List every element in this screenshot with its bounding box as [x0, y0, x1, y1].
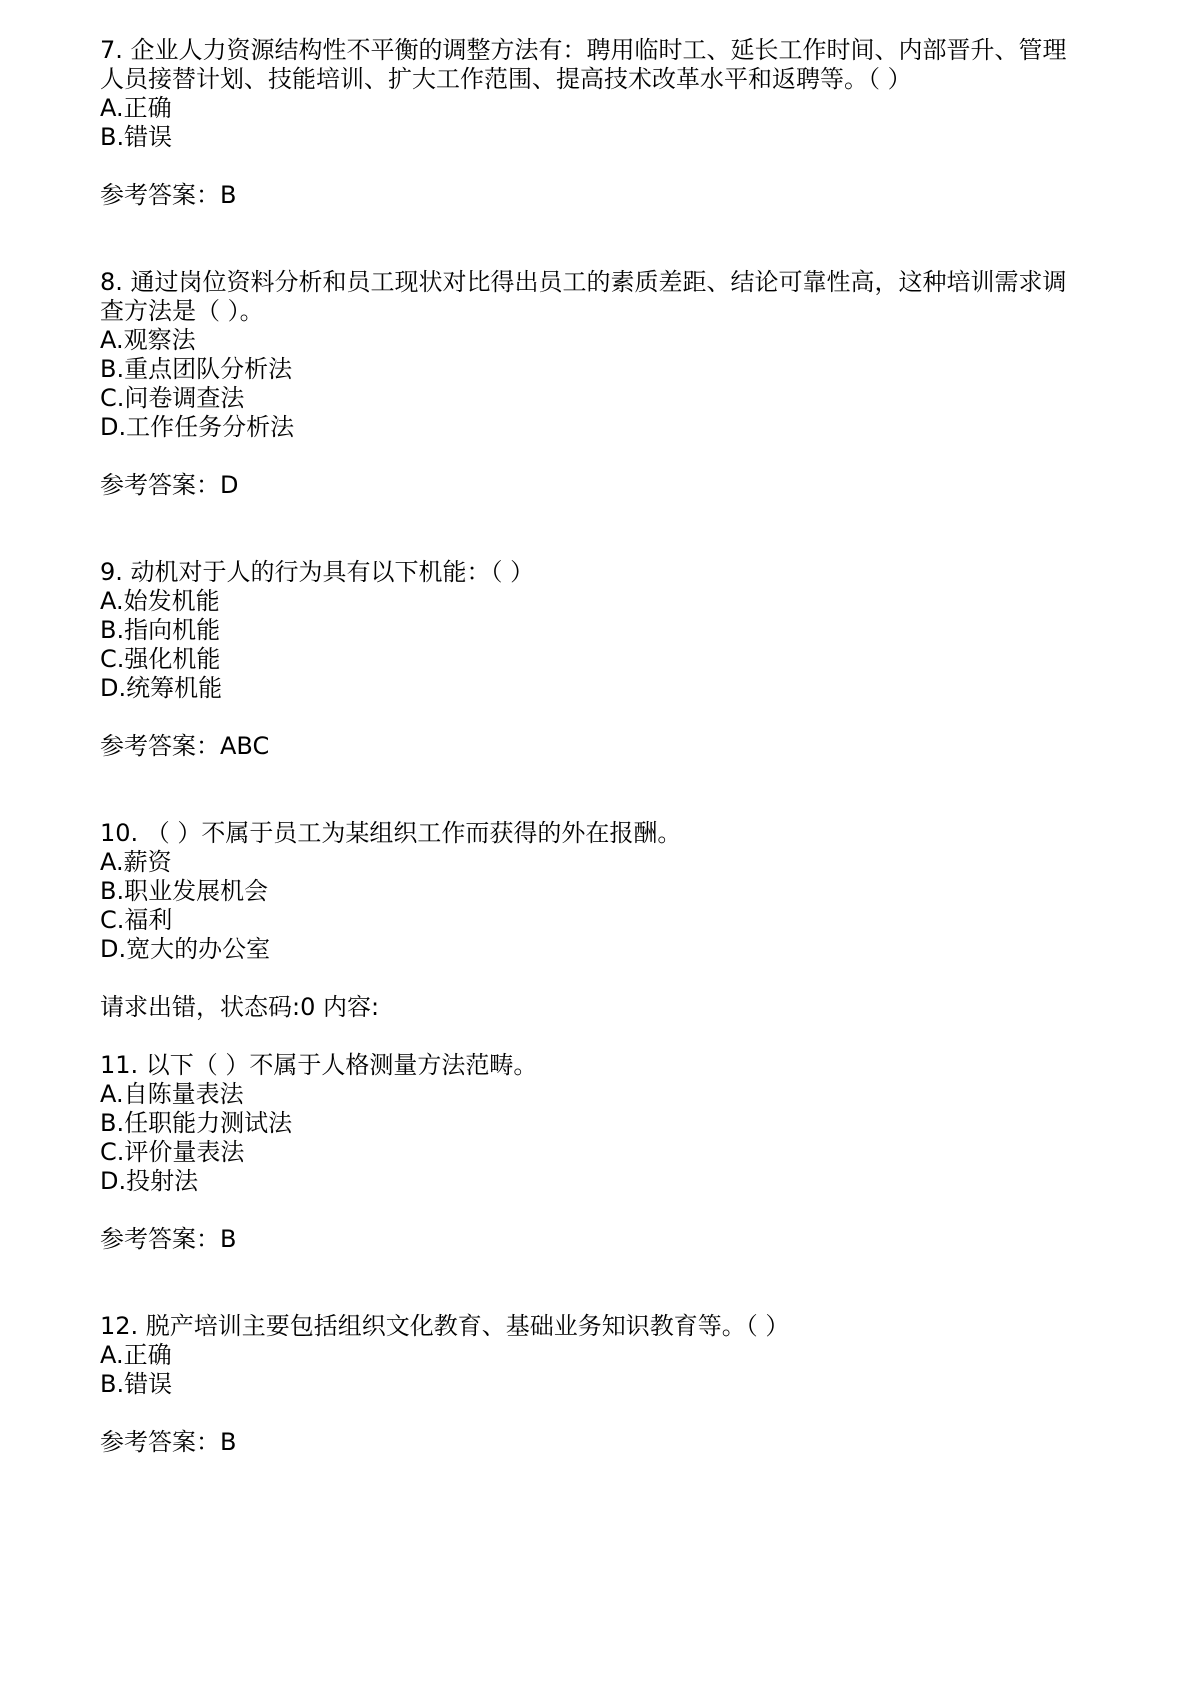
question-10-stem-line-1: 10. （ ）不属于员工为某组织工作而获得的外在报酬。 [100, 819, 682, 847]
question-8-stem-line-1: 8. 通过岗位资料分析和员工现状对比得出员工的素质差距、结论可靠性高，这种培训需求调 [100, 268, 1067, 296]
question-7-stem-line-1: 7. 企业人力资源结构性不平衡的调整方法有：聘用临时工、延长工作时间、内部晋升、管理 [100, 36, 1067, 64]
question-8-option-b: B.重点团队分析法 [100, 355, 293, 383]
question-10-block [100, 819, 1160, 1022]
question-7-option-a: A.正确 [100, 94, 172, 122]
question-9-stem-line-1: 9. 动机对于人的行为具有以下机能：（ ） [100, 558, 535, 586]
question-9-option-a: A.始发机能 [100, 587, 220, 615]
question-8-reference-answer: 参考答案：D [100, 471, 239, 499]
question-12-stem-line-1: 12. 脱产培训主要包括组织文化教育、基础业务知识教育等。（ ） [100, 1312, 790, 1340]
question-7-reference-answer: 参考答案：B [100, 181, 237, 209]
question-10-option-a: A.薪资 [100, 848, 172, 876]
question-7-option-b: B.错误 [100, 123, 173, 151]
question-8-option-c: C.问卷调查法 [100, 384, 245, 412]
question-12-option-b: B.错误 [100, 1370, 173, 1398]
question-9-option-d: D.统筹机能 [100, 674, 223, 702]
question-12-block [100, 1312, 1160, 1457]
question-11-option-d: D.投射法 [100, 1167, 199, 1195]
question-11-option-c: C.评价量表法 [100, 1138, 245, 1166]
question-9-option-c: C.强化机能 [100, 645, 221, 673]
question-10-option-d: D.宽大的办公室 [100, 935, 271, 963]
question-9-reference-answer: 参考答案：ABC [100, 732, 270, 760]
question-10-error-message: 请求出错，状态码:0 内容: [100, 993, 380, 1021]
question-11-stem-line-1: 11. 以下（ ）不属于人格测量方法范畴。 [100, 1051, 538, 1079]
question-8-block [100, 268, 1160, 500]
question-10-option-c: C.福利 [100, 906, 173, 934]
question-7-stem-line-2: 人员接替计划、技能培训、扩大工作范围、提高技术改革水平和返聘等。（ ） [100, 65, 912, 93]
question-9-option-b: B.指向机能 [100, 616, 221, 644]
question-11-reference-answer: 参考答案：B [100, 1225, 237, 1253]
question-8-option-a: A.观察法 [100, 326, 196, 354]
question-7-block [100, 36, 1160, 210]
question-8-stem-line-2: 查方法是（ ）。 [100, 297, 264, 325]
question-10-option-b: B.职业发展机会 [100, 877, 269, 905]
question-12-option-a: A.正确 [100, 1341, 172, 1369]
question-8-option-d: D.工作任务分析法 [100, 413, 295, 441]
question-11-option-b: B.任职能力测试法 [100, 1109, 293, 1137]
question-9-block [100, 558, 1160, 761]
question-11-block [100, 1051, 1160, 1254]
question-12-reference-answer: 参考答案：B [100, 1428, 237, 1456]
document-page [100, 36, 1160, 1457]
question-11-option-a: A.自陈量表法 [100, 1080, 244, 1108]
